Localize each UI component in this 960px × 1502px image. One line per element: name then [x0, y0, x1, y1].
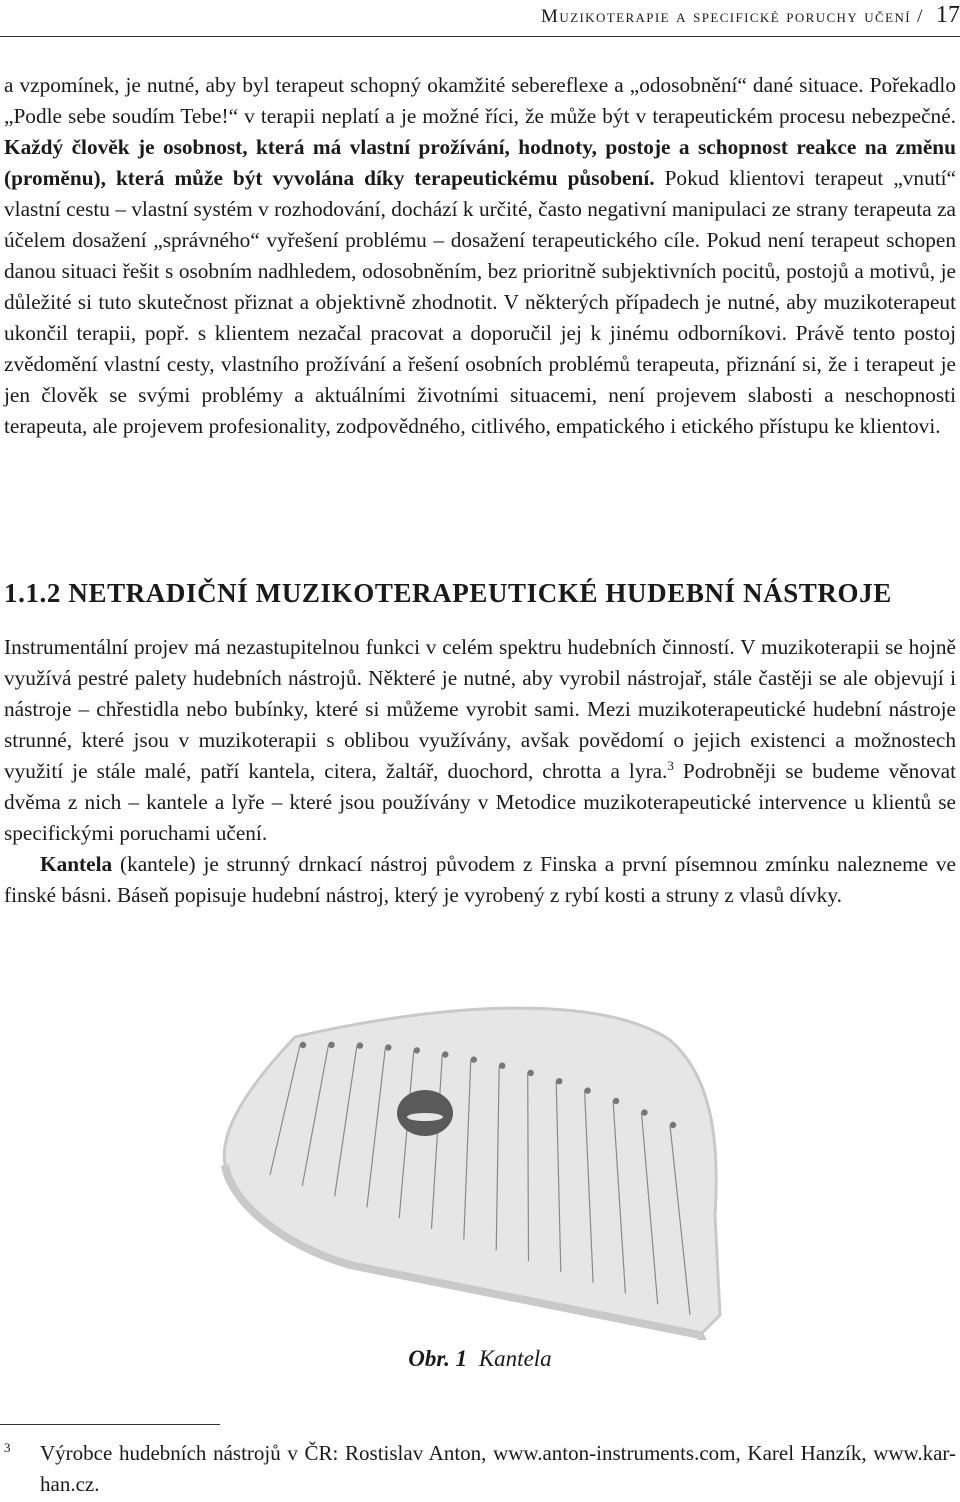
paragraph-2-text-b: Podrobněji se budeme věnovat dvěma z nich – kantele a lyře – které jsou používány v Metodice muzikoterapeutické intervence u klientů se specifickými poruchami učení.: [4, 759, 956, 845]
paragraph-1-text-a: a vzpomínek, je nutné, aby byl terapeut schopný okamžité sebereflexe a „odosobnění“ dané situace. Pořekadlo „Podle sebe soudím Tebe!“ v terapii neplatí a je možné říci, že může být v terapeutickém procesu nebezpečné.: [4, 73, 956, 128]
kantele-tuning-peg: [556, 1078, 562, 1084]
page-number: 17: [936, 2, 960, 28]
section-number: 1.1.2: [4, 578, 61, 608]
paragraph-3-term: Kantela: [40, 852, 113, 876]
kantele-string: [528, 1073, 529, 1261]
section-title: NETRADIČNÍ MUZIKOTERAPEUTICKÉ HUDEBNÍ NÁSTROJE: [68, 578, 892, 608]
header-rule: [0, 36, 960, 37]
kantele-tuning-peg: [613, 1098, 619, 1104]
footnote-reference[interactable]: 3: [667, 758, 674, 773]
kantele-tuning-peg: [385, 1044, 391, 1050]
section-body: [4, 632, 956, 911]
running-head: [541, 2, 960, 29]
kantele-tuning-peg: [499, 1063, 505, 1069]
footnote-rule: [0, 1424, 220, 1425]
footnote-text: Výrobce hudebních nástrojů v ČR: Rostislav Anton, www.anton-instruments.com, Karel Hanzík, www.kar-han.cz.: [40, 1441, 956, 1496]
figure-label: Obr. 1: [408, 1346, 468, 1371]
kantele-tuning-peg: [442, 1051, 448, 1057]
section-heading: [4, 578, 892, 609]
figure-caption: [0, 1346, 960, 1372]
kantele-soundhole-bar: [407, 1113, 443, 1121]
kantele-tuning-peg: [584, 1087, 590, 1093]
kantele-tuning-peg: [357, 1042, 363, 1048]
paragraph-1: [4, 70, 956, 442]
paragraph-3-text: (kantele) je strunný drnkací nástroj původem z Finska a první písemnou zmínku nalezneme ve finské básni. Báseň popisuje hudební nástroj, který je vyrobený z rybí kosti a struny z vlasů dívky.: [4, 852, 956, 907]
kantele-tuning-peg: [328, 1042, 334, 1048]
running-head-separator: /: [917, 6, 924, 27]
kantele-tuning-peg: [300, 1042, 306, 1048]
kantele-tuning-peg: [414, 1047, 420, 1053]
kantele-tuning-peg: [471, 1056, 477, 1062]
footnote-mark: 3: [4, 1440, 11, 1455]
kantele-tuning-peg: [670, 1122, 676, 1128]
paragraph-1-bold-statement: Každý člověk je osobnost, která má vlastní prožívání, hodnoty, postoje a schopnost reakce na změnu (proměnu), která může být vyvolána díky terapeutickému působení.: [4, 135, 956, 190]
kantele-illustration: [200, 985, 760, 1340]
paragraph-1-text-b: Pokud klientovi terapeut „vnutí“ vlastní cestu – vlastní systém v rozhodování, dochází k určité, často negativní manipulaci ze strany terapeuta za účelem dosažení „správného“ vyřešení problému – dosažení terapeutického cíle. Pokud není terapeut schopen danou situaci řešit s osobním nadhledem, odosobněním, bez prioritně subjektivních pocitů, postojů a motivů, je důležité si tuto skutečnost přiznat a objektivně zhodnotit. V některých případech je nutné, aby muzikoterapeut ukončil terapii, popř. s klientem nezačal pracovat a doporučil jej k jinému odborníkovi. Právě tento postoj zvědomění vlastní cesty, vlastního prožívání a řešení osobních problémů terapeuta, přiznání si, že i terapeut je jen člověk se svými problémy a aktuálními životními situacemi, není projevem slabosti a neschopnosti terapeuta, ale projevem profesionality, zodpovědného, citlivého, empatického i etického přístupu ke klientovi.: [4, 166, 957, 438]
paragraph-3: [4, 849, 956, 911]
footnote: [4, 1438, 956, 1500]
paragraph-2-text-a: Instrumentální projev má nezastupitelnou funkci v celém spektru hudebních činností. V muzikoterapii se hojně využívá pestré palety hudebních nástrojů. Některé je nutné, aby vyrobil nástrojař, stále častěji se ale objevují i nástroje – chřestidla nebo bubínky, které si můžeme vyrobit sami. Mezi muzikoterapeutické hudební nástroje strunné, které jsou v muzikoterapii s oblibou využívány, avšak povědomí o jejich existenci a možnostech využití je stále malé, patří kantela, citera, žaltář, duochord, chrotta a lyra.: [4, 635, 956, 783]
kantele-figure: [200, 985, 760, 1340]
paragraph-2: [4, 632, 956, 849]
kantele-tuning-peg: [641, 1109, 647, 1115]
figure-caption-text: Kantela: [478, 1346, 552, 1371]
running-head-title: Muzikoterapie a specifické poruchy učení: [541, 6, 911, 27]
kantele-tuning-peg: [528, 1070, 534, 1076]
